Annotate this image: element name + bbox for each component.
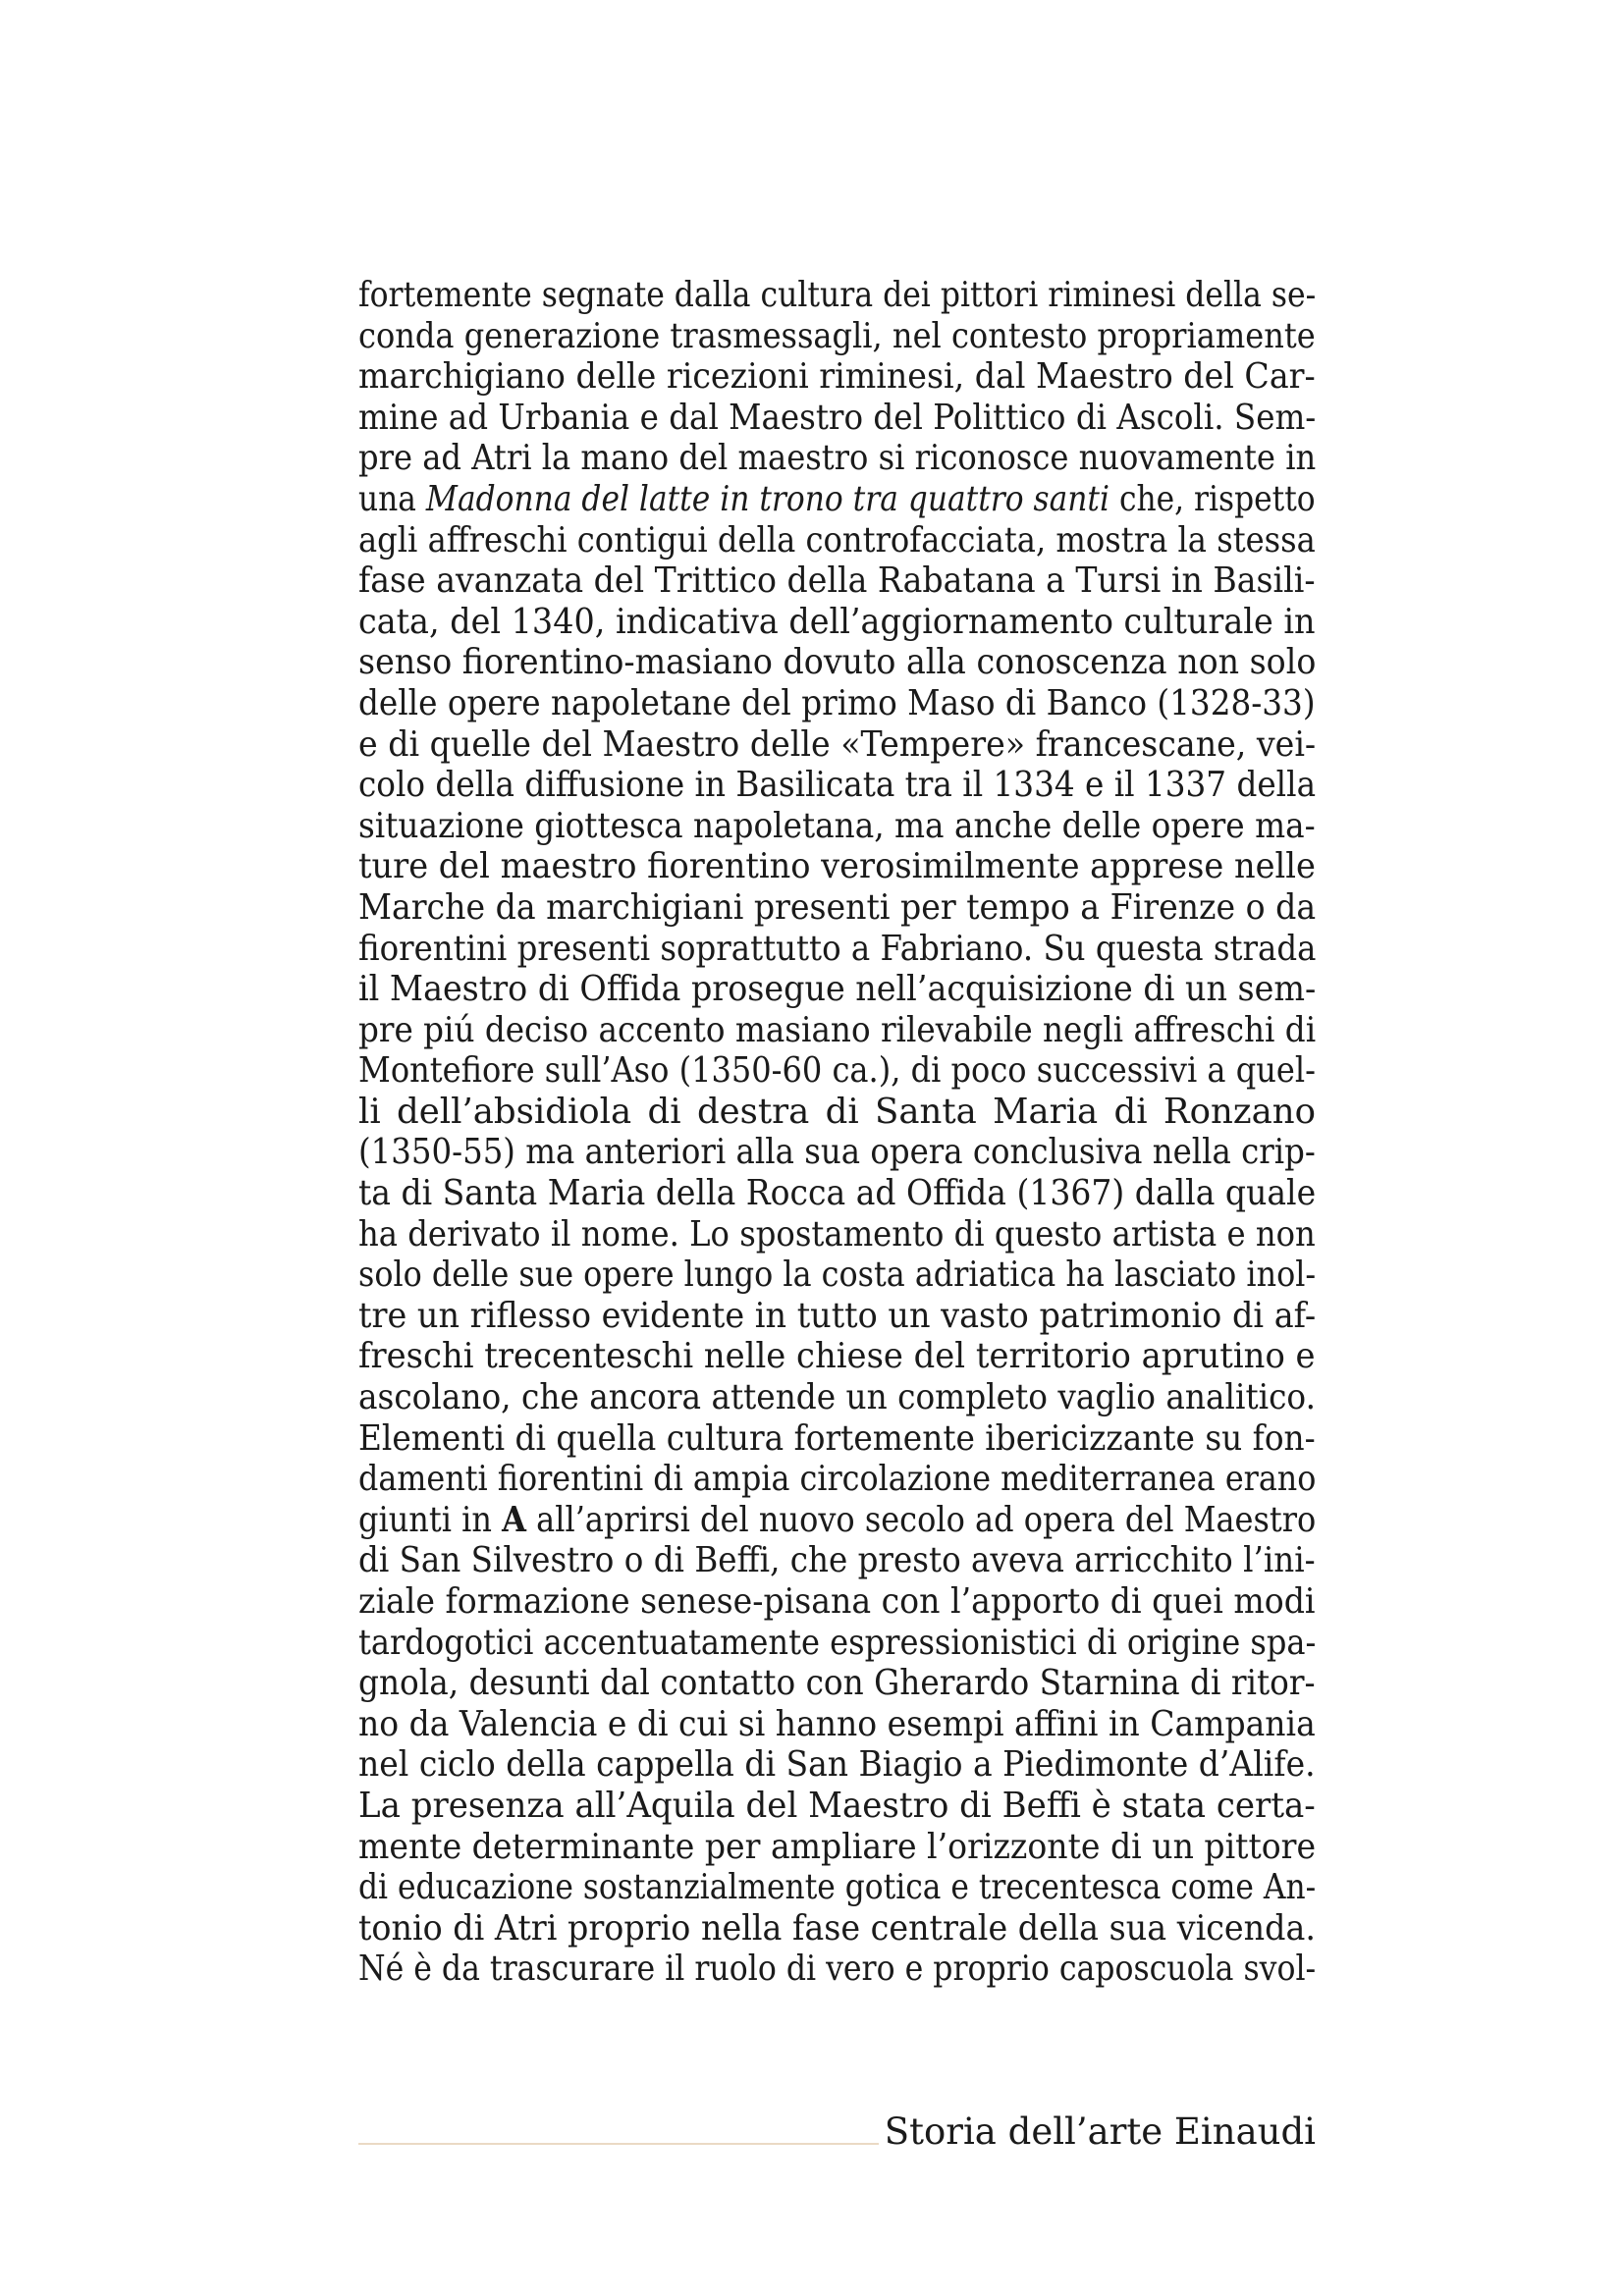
text-line: di educazione sostanzialmente gotica e trecentesca come An- [358,1867,1317,1908]
text-line: (1350-55) ma anteriori alla sua opera conclusiva nella crip- [358,1132,1316,1173]
bold-abbreviation: A [502,1499,526,1540]
text-segment: una [358,478,426,519]
text-line: li dell’absidiola di destra di Santa Maria di Ronzano [358,1091,1316,1132]
text-line: no da Valencia e di cui si hanno esempi affini in Campania [358,1703,1316,1744]
text-line: senso fiorentino-masiano dovuto alla conoscenza non solo [358,642,1317,683]
text-line: marchigiano delle ricezioni riminesi, dal Maestro del Car- [358,356,1316,398]
text-line: conda generazione trasmessagli, nel contesto propriamente [358,315,1316,356]
text-line: fase avanzata del Trittico della Rabatana a Tursi in Basili- [358,561,1316,602]
text-line: e di quelle del Maestro delle «Tempere» francescane, vei- [358,723,1317,765]
text-line: Elementi di quella cultura fortemente ibericizzante su fon- [358,1417,1316,1459]
text-line [358,478,1316,520]
text-line: mine ad Urbania e dal Maestro del Polittico di Ascoli. Sem- [358,397,1317,438]
italic-title: Madonna del latte in trono tra quattro santi [425,478,1110,519]
text-line: freschi trecenteschi nelle chiese del territorio aprutino e [358,1336,1316,1377]
text-line: fiorentini presenti soprattutto a Fabriano. Su questa strada [358,928,1317,969]
text-line [358,1499,1317,1541]
text-line: ha derivato il nome. Lo spostamento di questo artista e non [358,1213,1316,1255]
text-line: La presenza all’Aquila del Maestro di Beffi è stata certa- [358,1785,1316,1826]
text-line: cata, del 1340, indicativa dell’aggiornamento culturale in [358,601,1316,642]
text-line: ziale formazione senese-pisana con l’apporto di quei modi [358,1581,1316,1622]
text-line: di San Silvestro o di Beffi, che presto aveva arricchito l’ini- [358,1540,1316,1581]
text-line: il Maestro di Offida prosegue nell’acquisizione di un sem- [358,969,1317,1010]
text-line: fortemente segnate dalla cultura dei pittori riminesi della se- [358,275,1317,315]
text-segment: che, rispetto [1109,478,1316,519]
body-text [358,275,1316,1990]
text-segment: all’aprirsi del nuovo secolo ad opera del Maestro [525,1499,1317,1540]
text-line: Né è da trascurare il ruolo di vero e proprio caposcuola svol- [358,1949,1317,1990]
text-line: nel ciclo della cappella di San Biagio a Piedimonte d’Alife. [358,1744,1316,1786]
text-line: ta di Santa Maria della Rocca ad Offida (1367) dalla quale [358,1173,1317,1214]
text-line: ascolano, che ancora attende un completo vaglio analitico. [358,1377,1316,1418]
text-segment: giunti in [358,1499,503,1540]
footer-title: Storia dell’arte Einaudi [884,2110,1316,2153]
text-line: ture del maestro fiorentino verosimilmente apprese nelle [358,846,1316,887]
text-line: gnola, desunti dal contatto con Gherardo Starnina di ritor- [358,1663,1316,1704]
text-line: mente determinante per ampliare l’orizzonte di un pittore [358,1826,1317,1867]
text-line: pre ad Atri la mano del maestro si riconosce nuovamente in [358,438,1317,479]
text-line: tardogotici accentuatamente espressionistici di origine spa- [358,1622,1317,1663]
text-line: pre piú deciso accento masiano rilevabile negli affreschi di [358,1009,1317,1050]
text-line: Montefiore sull’Aso (1350-60 ca.), di poco successivi a quel- [358,1050,1316,1092]
text-line: delle opere napoletane del primo Maso di Banco (1328-33) [358,682,1316,723]
text-line: tre un riflesso evidente in tutto un vasto patrimonio di af- [358,1295,1317,1336]
text-line: colo della diffusione in Basilicata tra il 1334 e il 1337 della [358,765,1317,806]
text-line: situazione giottesca napoletana, ma anche delle opere ma- [358,805,1316,846]
text-line: Marche da marchigiani presenti per tempo a Firenze o da [358,886,1317,928]
text-line: agli affreschi contigui della controfacciata, mostra la stessa [358,519,1316,561]
text-line: tonio di Atri proprio nella fase centrale della sua vicenda. [358,1907,1316,1949]
text-line: solo delle sue opere lungo la costa adriatica ha lasciato inol- [358,1255,1317,1296]
footer-rule [358,2143,879,2145]
text-line: damenti fiorentini di ampia circolazione mediterranea erano [358,1459,1317,1500]
